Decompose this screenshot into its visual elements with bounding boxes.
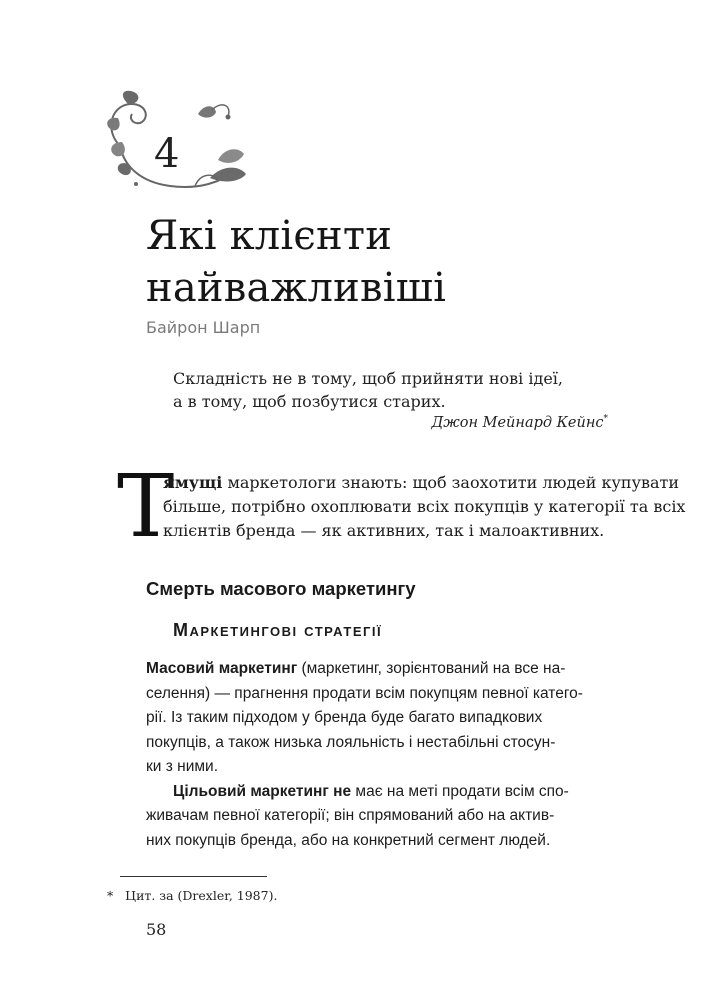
intro-paragraph — [163, 471, 686, 543]
chapter-title — [146, 210, 566, 314]
paragraph-1-line-5: ки з ними. — [146, 758, 218, 775]
paragraph-1-line-4: покупців, а також низька лояльність і нестабільні стосун- — [146, 733, 556, 751]
intro-line-2: більше, потрібно охоплювати всіх покупців у категорії та всіх — [163, 497, 686, 516]
epigraph-line-2: а в тому, щоб позбутися старих. — [173, 392, 446, 411]
epigraph-author — [420, 414, 608, 431]
chapter-number: 4 — [154, 131, 180, 177]
page-number: 58 — [146, 920, 167, 939]
intro-line-3: клієнтів бренда — як активних, так і малоактивних. — [163, 521, 605, 540]
term-target-marketing: Цільовий маркетинг не — [173, 782, 352, 800]
section-heading: Смерть масового маркетингу — [146, 578, 416, 599]
chapter-title-line-1: Які клієнти — [146, 213, 393, 259]
footnote — [107, 888, 277, 903]
intro-bold-start: ямущі — [163, 473, 223, 492]
paragraph-1-line-3: рії. Із таким підходом у бренда буде багато випадкових — [146, 709, 543, 726]
term-mass-marketing: Масовий маркетинг — [146, 660, 298, 677]
body-text — [146, 657, 606, 853]
intro-line-1 — [163, 471, 680, 495]
paragraph-1-line-2: селення) — прагнення продати всім покупцям певної катего- — [146, 684, 583, 702]
epigraph-line-1: Складність не в тому, щоб прийняти нові ідеї, — [173, 369, 563, 388]
paragraph-2-line-1 — [146, 780, 606, 805]
intro-line-1-rest: маркетологи знають: щоб заохотити людей купувати — [222, 473, 680, 492]
epigraph — [173, 367, 613, 413]
chapter-title-line-2: найважливіші — [146, 265, 447, 311]
paragraph-1-line-1-rest: (маркетинг, зорієнтований на все на- — [297, 660, 566, 677]
paragraph-2-line-1-rest: має на меті продати всім спо- — [351, 782, 569, 800]
paragraph-2-line-2: живачам певної категорії; він спрямований або на актив- — [146, 807, 555, 824]
paragraph-2-line-3: них покупців бренда, або на конкретний сегмент людей. — [146, 831, 551, 849]
paragraph-1-line-1 — [146, 657, 606, 682]
epigraph-author-name: Джон Мейнард Кейнс — [431, 414, 604, 431]
drop-cap: Т — [117, 457, 175, 557]
footnote-divider — [120, 876, 267, 877]
epigraph-footnote-mark: * — [603, 414, 608, 424]
footnote-mark: * — [107, 888, 114, 903]
chapter-author: Байрон Шарп — [146, 318, 261, 337]
section-subheading: Маркетингові стратегії — [173, 620, 383, 640]
footnote-text: Цит. за (Drexler, 1987). — [125, 888, 278, 903]
